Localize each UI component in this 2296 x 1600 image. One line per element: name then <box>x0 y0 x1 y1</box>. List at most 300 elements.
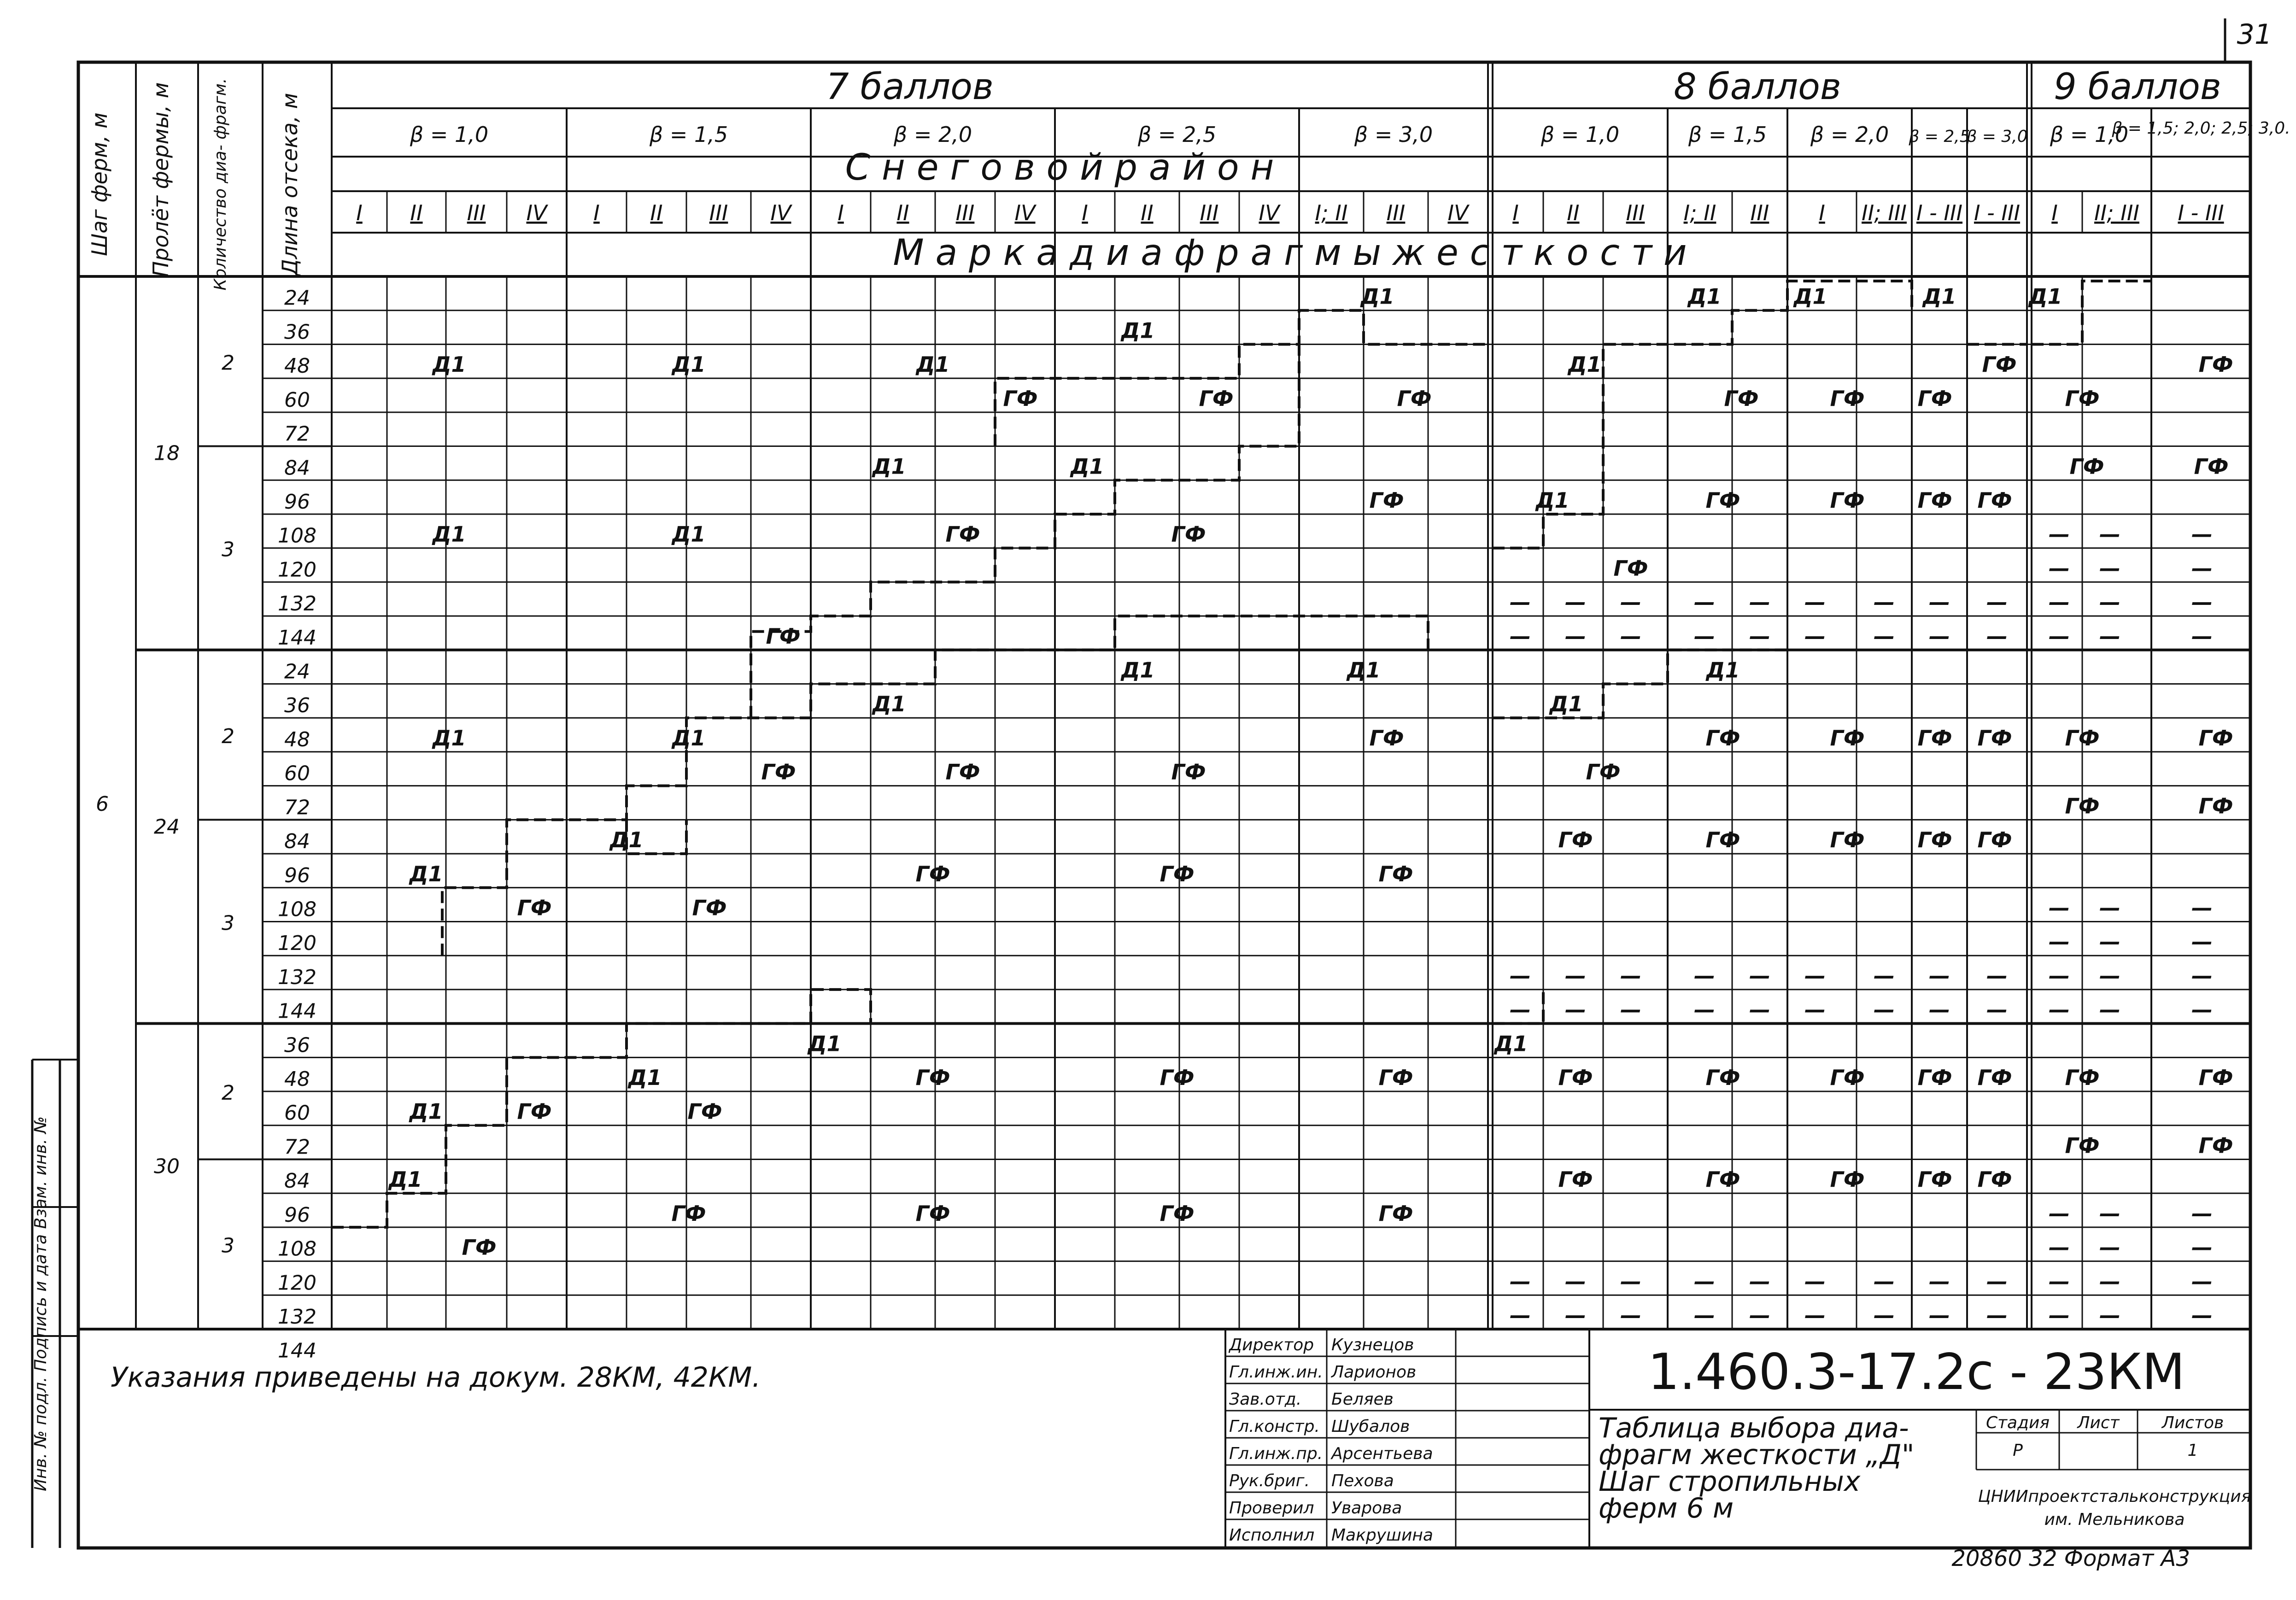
bay-length-value: 108 <box>278 1237 316 1261</box>
mark-gf: ГФ <box>1171 759 1206 785</box>
mark-dash: — <box>1749 997 1770 1022</box>
mark-gf: ГФ <box>2198 1133 2233 1158</box>
mark-dash: — <box>2049 963 2070 988</box>
region-label: IV <box>1447 200 1469 225</box>
bay-length-value: 96 <box>284 863 310 887</box>
region-label: II; III <box>2094 200 2139 225</box>
beta-label: β = 1,5; 2,0; 2,5; 3,0. <box>2112 119 2290 138</box>
truss-step-value: 6 <box>96 792 109 816</box>
mark-gf: ГФ <box>1378 861 1413 886</box>
mark-dash: — <box>1749 590 1770 615</box>
mark-gf: ГФ <box>1977 1167 2012 1192</box>
mark-dash: — <box>2049 556 2070 581</box>
mark-gf: ГФ <box>1705 487 1740 513</box>
mark-dash: — <box>1986 623 2008 649</box>
signer-name: Пехова <box>1331 1471 1394 1490</box>
span-value: 30 <box>154 1155 180 1178</box>
mark-dash: — <box>1804 997 1826 1022</box>
mark-dash: — <box>2099 590 2120 615</box>
mark-dash: — <box>1510 1269 1531 1294</box>
signer-role: Зав.отд. <box>1229 1390 1302 1409</box>
group-7-label: 7 баллов <box>826 66 994 108</box>
mark-d1: Д1 <box>1070 454 1104 479</box>
bay-length-value: 144 <box>278 999 316 1023</box>
region-label: I - III <box>1974 200 2021 225</box>
bay-length-value: 72 <box>284 796 310 820</box>
mark-d1: Д1 <box>1568 352 1602 377</box>
mark-dash: — <box>1565 590 1586 615</box>
mark-dash: — <box>1510 1303 1531 1328</box>
mark-gf: ГФ <box>692 895 727 920</box>
mark-dash: — <box>1804 1269 1826 1294</box>
page-number: 31 <box>2237 18 2272 51</box>
group-9-label: 9 баллов <box>2054 66 2221 108</box>
mark-gf: ГФ <box>1830 386 1865 411</box>
mark-d1: Д1 <box>808 1031 842 1056</box>
mark-dash: — <box>1620 963 1641 988</box>
bay-length-value: 84 <box>284 830 310 854</box>
mark-gf: ГФ <box>1830 725 1865 750</box>
beta-label: β = 1,0 <box>1540 122 1620 147</box>
mark-gf: ГФ <box>1003 386 1038 411</box>
mark-gf: ГФ <box>462 1235 497 1260</box>
mark-d1: Д1 <box>916 352 950 377</box>
mark-d1: Д1 <box>872 692 906 717</box>
bay-length-value: 36 <box>284 1033 310 1057</box>
region-label: I <box>356 200 363 225</box>
mark-dash: — <box>1749 1269 1770 1294</box>
mark-d1: Д1 <box>628 1065 662 1090</box>
mark-gf: ГФ <box>1586 759 1621 785</box>
mark-dash: — <box>1929 590 1950 615</box>
mark-d1: Д1 <box>1793 284 1827 309</box>
signer-role: Гл.инж.пр. <box>1229 1444 1323 1463</box>
beta-label: β = 3,0 <box>1354 122 1433 147</box>
mark-gf: ГФ <box>2065 1065 2100 1090</box>
signer-role: Исполнил <box>1229 1526 1315 1545</box>
mark-gf: ГФ <box>1558 827 1593 853</box>
mark-d1: Д1 <box>672 725 706 750</box>
organization-name: ЦНИИпроектстальконструкция <box>1978 1487 2251 1506</box>
mark-d1: Д1 <box>409 1099 443 1124</box>
region-label: II <box>410 200 423 225</box>
bay-length-value: 60 <box>284 762 310 785</box>
mark-gf: ГФ <box>517 895 552 920</box>
mark-dash: — <box>2049 929 2070 955</box>
mark-d1: Д1 <box>1687 284 1722 309</box>
mark-gf: ГФ <box>1705 827 1740 853</box>
mark-gf: ГФ <box>1558 1065 1593 1090</box>
mark-gf: ГФ <box>945 522 980 547</box>
bay-length-value: 60 <box>284 1101 310 1125</box>
mark-dash: — <box>1510 590 1531 615</box>
mark-gf: ГФ <box>1171 522 1206 547</box>
mark-dash: — <box>1749 963 1770 988</box>
snow-region-label: С н е г о в о й р а й о н <box>845 147 1274 188</box>
diaphragm-count-value: 2 <box>222 1081 234 1105</box>
group-8-label: 8 баллов <box>1674 66 1841 108</box>
bay-length-value: 48 <box>284 1067 310 1091</box>
mark-gf: ГФ <box>915 1065 950 1090</box>
region-label: II <box>1141 200 1154 225</box>
mark-dash: — <box>1565 963 1586 988</box>
mark-gf: ГФ <box>1613 556 1648 581</box>
region-label: III <box>1626 200 1645 225</box>
mark-dash: — <box>2049 895 2070 920</box>
mark-dash: — <box>2191 997 2213 1022</box>
drawing-title-line: ферм 6 м <box>1599 1492 1734 1524</box>
region-label: I <box>1819 200 1825 225</box>
bay-length-value: 84 <box>284 1169 310 1193</box>
mark-gf: ГФ <box>1369 487 1404 513</box>
mark-dash: — <box>1929 997 1950 1022</box>
mark-gf: ГФ <box>1160 1065 1195 1090</box>
bay-length-value: 108 <box>278 524 316 548</box>
mark-gf: ГФ <box>1977 487 2012 513</box>
bay-length-value: 36 <box>284 320 310 344</box>
bay-length-value: 132 <box>278 965 316 989</box>
region-label: I <box>593 200 600 225</box>
mark-dash: — <box>1694 963 1715 988</box>
mark-dash: — <box>1694 623 1715 649</box>
beta-label: β = 1,0 <box>2050 122 2129 147</box>
mark-dash: — <box>1874 1303 1895 1328</box>
mark-dash: — <box>1929 963 1950 988</box>
mark-dash: — <box>1874 590 1895 615</box>
mark-gf: ГФ <box>1397 386 1432 411</box>
diaphragm-count-value: 3 <box>222 911 234 935</box>
mark-dash: — <box>1804 590 1826 615</box>
mark-gf: ГФ <box>1917 827 1952 853</box>
bay-length-value: 144 <box>278 626 316 650</box>
mark-dash: — <box>2191 556 2213 581</box>
mark-dash: — <box>2099 997 2120 1022</box>
region-label: I - III <box>1916 200 1963 225</box>
drawing-code: 1.460.3-17.2с - 23КМ <box>1648 1343 2185 1401</box>
region-label: III <box>709 200 728 225</box>
mark-gf: ГФ <box>1830 1167 1865 1192</box>
mark-dash: — <box>2191 1235 2213 1260</box>
bay-length-value: 24 <box>284 660 310 684</box>
bay-length-value: 72 <box>284 422 310 446</box>
mark-gf: ГФ <box>1378 1065 1413 1090</box>
mark-gf: ГФ <box>2198 1065 2233 1090</box>
mark-d1: Д1 <box>1706 657 1740 683</box>
header-span-label: Пролёт фермы, м <box>148 82 173 277</box>
mark-gf: ГФ <box>2198 793 2233 819</box>
mark-d1: Д1 <box>1494 1031 1528 1056</box>
bay-length-value: 96 <box>284 1203 310 1227</box>
bay-length-value: 108 <box>278 897 316 921</box>
mark-dash: — <box>1620 1303 1641 1328</box>
region-label: IV <box>1259 200 1280 225</box>
mark-dash: — <box>2099 1269 2120 1294</box>
signer-role: Директор <box>1229 1336 1314 1354</box>
mark-d1: Д1 <box>609 827 644 853</box>
mark-dash: — <box>1620 997 1641 1022</box>
region-label: I; II <box>1315 200 1348 225</box>
beta-label: β = 2,0 <box>893 122 972 147</box>
mark-gf: ГФ <box>1977 1065 2012 1090</box>
region-label: III <box>955 200 975 225</box>
bay-length-value: 36 <box>284 694 310 718</box>
side-stamp: Инв. № подл. Подпись и дата Взам. инв. № <box>31 1116 50 1491</box>
mark-dash: — <box>2191 929 2213 955</box>
mark-dash: — <box>2191 590 2213 615</box>
region-label: I <box>838 200 844 225</box>
mark-dash: — <box>1620 1269 1641 1294</box>
mark-gf: ГФ <box>761 759 796 785</box>
mark-row-label: М а р к а д и а ф р а г м ы ж е с т к о с т и <box>893 232 1687 274</box>
mark-gf: ГФ <box>2065 386 2100 411</box>
region-label: IV <box>770 200 791 225</box>
diaphragm-count-value: 2 <box>222 351 234 375</box>
mark-gf: ГФ <box>1917 487 1952 513</box>
mark-dash: — <box>1929 1269 1950 1294</box>
mark-gf: ГФ <box>1369 725 1404 750</box>
mark-dash: — <box>1986 590 2008 615</box>
signer-name: Макрушина <box>1331 1526 1433 1545</box>
mark-d1: Д1 <box>432 352 466 377</box>
mark-dash: — <box>1510 997 1531 1022</box>
mark-dash: — <box>1620 623 1641 649</box>
mark-d1: Д1 <box>672 352 706 377</box>
region-label: II <box>650 200 663 225</box>
mark-dash: — <box>2099 1201 2120 1226</box>
mark-gf: ГФ <box>1705 725 1740 750</box>
mark-d1: Д1 <box>409 861 443 886</box>
mark-dash: — <box>1565 1303 1586 1328</box>
mark-dash: — <box>1565 997 1586 1022</box>
mark-d1: Д1 <box>1922 284 1956 309</box>
signer-name: Шубалов <box>1331 1417 1410 1436</box>
bay-length-value: 84 <box>284 456 310 480</box>
mark-dash: — <box>1929 1303 1950 1328</box>
mark-dash: — <box>1565 623 1586 649</box>
mark-dash: — <box>1804 623 1826 649</box>
bay-length-value: 132 <box>278 1305 316 1329</box>
mark-gf: ГФ <box>1977 725 2012 750</box>
mark-gf: ГФ <box>2065 725 2100 750</box>
bay-length-value: 96 <box>284 490 310 514</box>
mark-gf: ГФ <box>1830 827 1865 853</box>
mark-gf: ГФ <box>517 1099 552 1124</box>
mark-dash: — <box>1986 963 2008 988</box>
diaphragm-count-value: 3 <box>222 1234 234 1258</box>
mark-dash: — <box>1694 590 1715 615</box>
mark-dash: — <box>1874 1269 1895 1294</box>
mark-dash: — <box>2049 623 2070 649</box>
region-label: III <box>467 200 486 225</box>
mark-gf: ГФ <box>1830 1065 1865 1090</box>
mark-dash: — <box>1929 623 1950 649</box>
mark-d1: Д1 <box>432 522 466 547</box>
mark-gf: ГФ <box>1917 725 1952 750</box>
mark-dash: — <box>2191 895 2213 920</box>
signer-name: Уварова <box>1331 1499 1402 1518</box>
mark-d1: Д1 <box>2028 284 2062 309</box>
mark-gf: ГФ <box>915 861 950 886</box>
mark-gf: ГФ <box>1558 1167 1593 1192</box>
mark-d1: Д1 <box>1549 692 1583 717</box>
mark-dash: — <box>2099 623 2120 649</box>
beta-label: β = 3,0 <box>1966 127 2028 146</box>
mark-gf: ГФ <box>1160 1201 1195 1226</box>
mark-dash: — <box>1986 1269 2008 1294</box>
beta-label: β = 1,5 <box>649 122 728 147</box>
mark-gf: ГФ <box>2198 352 2233 377</box>
mark-gf: ГФ <box>1705 1167 1740 1192</box>
bay-length-value: 72 <box>284 1135 310 1159</box>
organization-sub: им. Мельникова <box>2044 1510 2185 1529</box>
span-value: 18 <box>154 441 180 465</box>
mark-dash: — <box>1874 963 1895 988</box>
mark-dash: — <box>2049 997 2070 1022</box>
diaphragm-count-value: 2 <box>222 725 234 749</box>
stage-label: Стадия <box>1986 1413 2050 1432</box>
mark-d1: Д1 <box>432 725 466 750</box>
mark-gf: ГФ <box>2065 793 2100 819</box>
mark-d1: Д1 <box>1360 284 1394 309</box>
drawing-title-line: Шаг стропильных <box>1599 1465 1861 1498</box>
bay-length-value: 48 <box>284 727 310 751</box>
mark-gf: ГФ <box>1917 1167 1952 1192</box>
signer-role: Проверил <box>1229 1499 1314 1518</box>
region-label: II; III <box>1862 200 1907 225</box>
bay-length-value: 120 <box>278 558 316 582</box>
mark-dash: — <box>2049 590 2070 615</box>
region-label: II <box>896 200 909 225</box>
mark-gf: ГФ <box>2069 454 2104 479</box>
mark-dash: — <box>2099 556 2120 581</box>
signer-role: Гл.инж.ин. <box>1229 1363 1323 1382</box>
mark-d1: Д1 <box>388 1167 422 1192</box>
region-label: III <box>1200 200 1219 225</box>
mark-dash: — <box>2099 1235 2120 1260</box>
mark-dash: — <box>1804 1303 1826 1328</box>
header-count-label: Количество диа- фрагм. <box>211 78 230 291</box>
mark-gf: ГФ <box>1977 827 2012 853</box>
mark-dash: — <box>1874 623 1895 649</box>
signer-name: Арсентьева <box>1331 1444 1433 1463</box>
mark-gf: ГФ <box>671 1201 706 1226</box>
region-label: I - III <box>2178 200 2224 225</box>
mark-dash: — <box>2099 522 2120 547</box>
mark-dash: — <box>1620 590 1641 615</box>
mark-gf: ГФ <box>687 1099 722 1124</box>
drawing-title-line: Таблица выбора диа- <box>1599 1412 1909 1444</box>
mark-d1: Д1 <box>872 454 906 479</box>
region-label: I; II <box>1683 200 1716 225</box>
region-label: III <box>1386 200 1406 225</box>
region-label: I <box>2051 200 2058 225</box>
mark-d1: Д1 <box>672 522 706 547</box>
mark-dash: — <box>2191 963 2213 988</box>
stage-value: Р <box>2013 1441 2023 1460</box>
mark-dash: — <box>2099 929 2120 955</box>
signer-name: Беляев <box>1331 1390 1394 1409</box>
sheets-value: 1 <box>2187 1441 2198 1460</box>
mark-d1: Д1 <box>1347 657 1381 683</box>
drawing-title-line: фрагм жесткости „Д" <box>1599 1439 1915 1471</box>
mark-dash: — <box>1986 997 2008 1022</box>
beta-label: β = 2,0 <box>1810 122 1889 147</box>
mark-gf: ГФ <box>1724 386 1759 411</box>
mark-dash: — <box>2049 522 2070 547</box>
signer-role: Гл.констр. <box>1229 1417 1320 1436</box>
mark-gf: ГФ <box>1830 487 1865 513</box>
mark-dash: — <box>2191 1269 2213 1294</box>
mark-gf: ГФ <box>1378 1201 1413 1226</box>
mark-dash: — <box>2191 1303 2213 1328</box>
sheets-label: Листов <box>2161 1413 2224 1432</box>
bay-length-value: 132 <box>278 592 316 616</box>
mark-dash: — <box>1874 997 1895 1022</box>
signer-name: Ларионов <box>1331 1363 1417 1382</box>
mark-dash: — <box>2191 623 2213 649</box>
region-label: I <box>1082 200 1088 225</box>
signer-name: Кузнецов <box>1331 1336 1414 1354</box>
mark-gf: ГФ <box>1917 386 1952 411</box>
mark-dash: — <box>2191 1201 2213 1226</box>
mark-dash: — <box>1510 623 1531 649</box>
beta-label: β = 2,5 <box>1137 122 1217 147</box>
header-step-label: Шаг ферм, м <box>87 112 112 256</box>
mark-d1: Д1 <box>1535 487 1570 513</box>
beta-label: β = 1,0 <box>410 122 489 147</box>
mark-dash: — <box>2049 1303 2070 1328</box>
mark-dash: — <box>1694 1303 1715 1328</box>
bay-length-value: 60 <box>284 388 310 412</box>
mark-gf: ГФ <box>1917 1065 1952 1090</box>
header-length-label: Длина отсека, м <box>277 93 302 276</box>
mark-d1: Д1 <box>1121 657 1155 683</box>
region-label: IV <box>1014 200 1036 225</box>
mark-gf: ГФ <box>1705 1065 1740 1090</box>
mark-dash: — <box>1694 997 1715 1022</box>
mark-dash: — <box>1565 1269 1586 1294</box>
mark-dash: — <box>1986 1303 2008 1328</box>
mark-dash: — <box>1694 1269 1715 1294</box>
span-value: 24 <box>154 815 180 839</box>
region-label: III <box>1750 200 1769 225</box>
mark-gf: ГФ <box>2065 1133 2100 1158</box>
signer-role: Рук.бриг. <box>1229 1471 1310 1490</box>
note-text: Указания приведены на докум. 28КМ, 42КМ. <box>111 1361 761 1394</box>
mark-gf: ГФ <box>2194 454 2229 479</box>
bay-length-value: 120 <box>278 932 316 955</box>
mark-dash: — <box>1749 1303 1770 1328</box>
mark-gf: ГФ <box>945 759 980 785</box>
mark-gf: ГФ <box>1982 352 2017 377</box>
bay-length-value: 24 <box>284 286 310 310</box>
bay-length-value: 144 <box>278 1339 316 1363</box>
region-label: II <box>1567 200 1580 225</box>
mark-gf: ГФ <box>766 623 801 649</box>
mark-dash: — <box>2049 1269 2070 1294</box>
footer-archive-number: 20860 32 Формат А3 <box>1951 1546 2190 1571</box>
diaphragm-count-value: 3 <box>222 538 234 562</box>
beta-label: β = 2,5 <box>1909 127 1970 146</box>
region-label: IV <box>526 200 547 225</box>
mark-dash: — <box>1749 623 1770 649</box>
mark-gf: ГФ <box>2198 725 2233 750</box>
mark-d1: Д1 <box>1121 318 1155 343</box>
beta-label: β = 1,5 <box>1688 122 1767 147</box>
mark-gf: ГФ <box>1160 861 1195 886</box>
mark-gf: ГФ <box>1199 386 1234 411</box>
bay-length-value: 48 <box>284 354 310 378</box>
